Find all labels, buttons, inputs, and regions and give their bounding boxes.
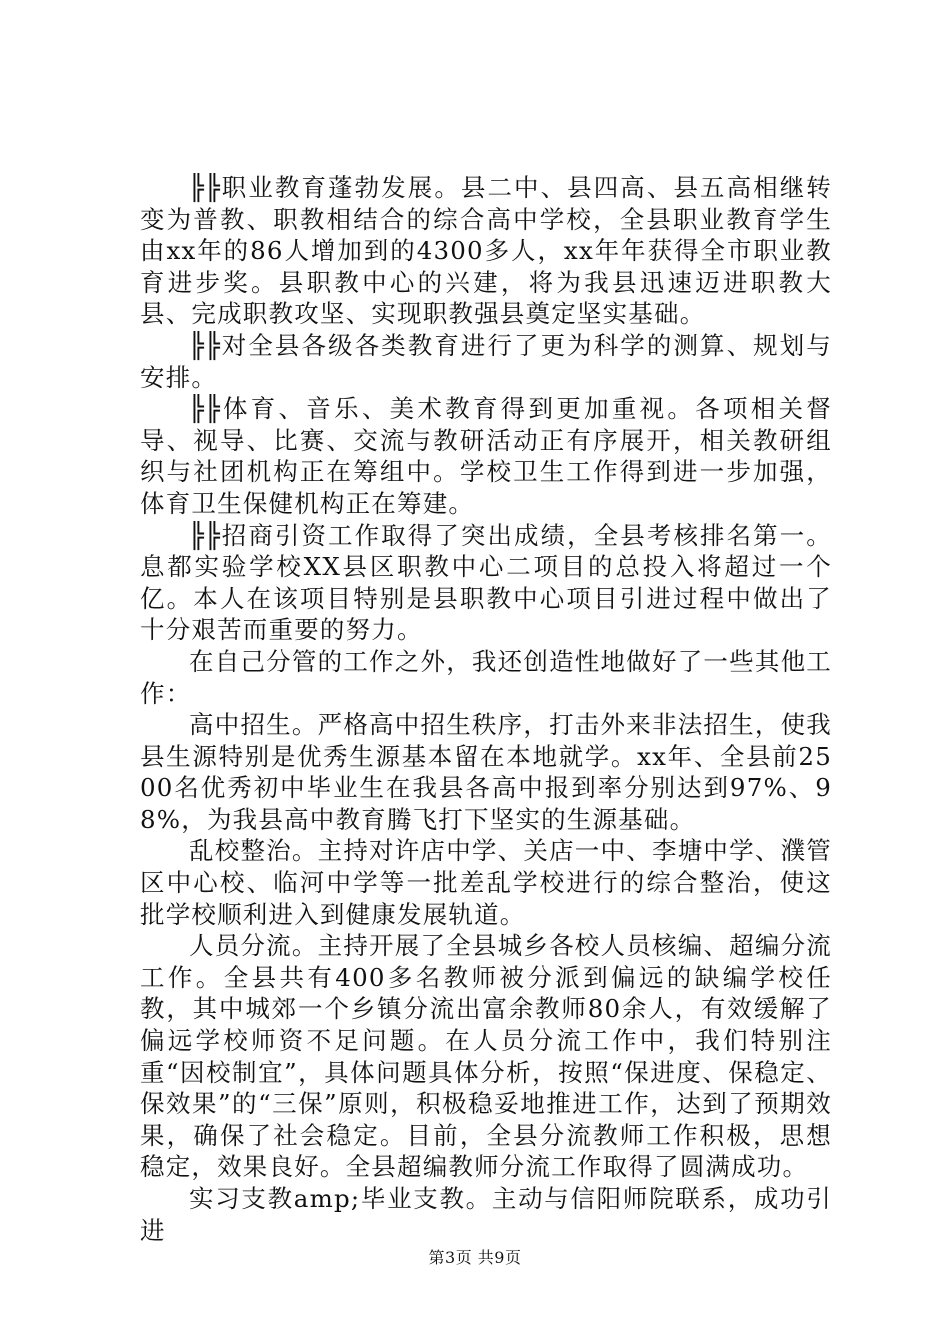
paragraph-planning: ╠╠对全县各级各类教育进行了更为科学的测算、规划与安排。 (140, 330, 832, 392)
paragraph-school-rectification: 乱校整治。主持对许店中学、关店一中、李塘中学、濮管区中心校、临河中学等一批差乱学校进行的综合整治，使这批学校顺利进入到健康发展轨道。 (140, 836, 832, 929)
page-number-footer: 第3页 共9页 (428, 1248, 522, 1267)
paragraph-teaching-support: 实习支教amp;毕业支教。主动与信阳师院联系，成功引进 (140, 1184, 832, 1245)
paragraph-staff-reallocation: 人员分流。主持开展了全县城乡各校人员核编、超编分流工作。全县共有400多名教师被分派到偏远的缺编学校任教，其中城郊一个乡镇分流出富余教师80余人，有效缓解了偏远学校师资不足问题。在人员分流工作中，我们特别注重“因校制宜”，具体问题具体分析，按照“保进度、保稳定、保效果”的“三保”原则，积极稳妥地推进工作，达到了预期效果，确保了社会稳定。目前，全县分流教师工作积极，思想稳定，效果良好。全县超编教师分流工作取得了圆满成功。 (140, 931, 832, 1182)
document-body (140, 172, 832, 1246)
paragraph-arts-sports: ╠╠体育、音乐、美术教育得到更加重视。各项相关督导、视导、比赛、交流与教研活动正有序展开，相关教研组织与社团机构正在筹组中。学校卫生工作得到进一步加强，体育卫生保健机构正在筹建。 (140, 394, 832, 518)
paragraph-high-school-enrollment: 高中招生。严格高中招生秩序，打击外来非法招生，使我县生源特别是优秀生源基本留在本地就学。xx年、全县前2500名优秀初中毕业生在我县各高中报到率分别达到97%、98%，为我县高中教育腾飞打下坚实的生源基础。 (140, 710, 832, 834)
paragraph-other-work-intro: 在自己分管的工作之外，我还创造性地做好了一些其他工作： (140, 646, 832, 708)
paragraph-vocational-education: ╠╠职业教育蓬勃发展。县二中、县四高、县五高相继转变为普教、职教相结合的综合高中学校，全县职业教育学生由xx年的86人增加到的4300多人，xx年年获得全市职业教育进步奖。县职教中心的兴建，将为我县迅速迈进职教大县、完成职教攻坚、实现职教强县奠定坚实基础。 (140, 173, 832, 329)
paragraph-investment: ╠╠招商引资工作取得了突出成绩，全县考核排名第一。息都实验学校XX县区职教中心二项目的总投入将超过一个亿。本人在该项目特别是县职教中心项目引进过程中做出了十分艰苦而重要的努力。 (140, 520, 832, 645)
